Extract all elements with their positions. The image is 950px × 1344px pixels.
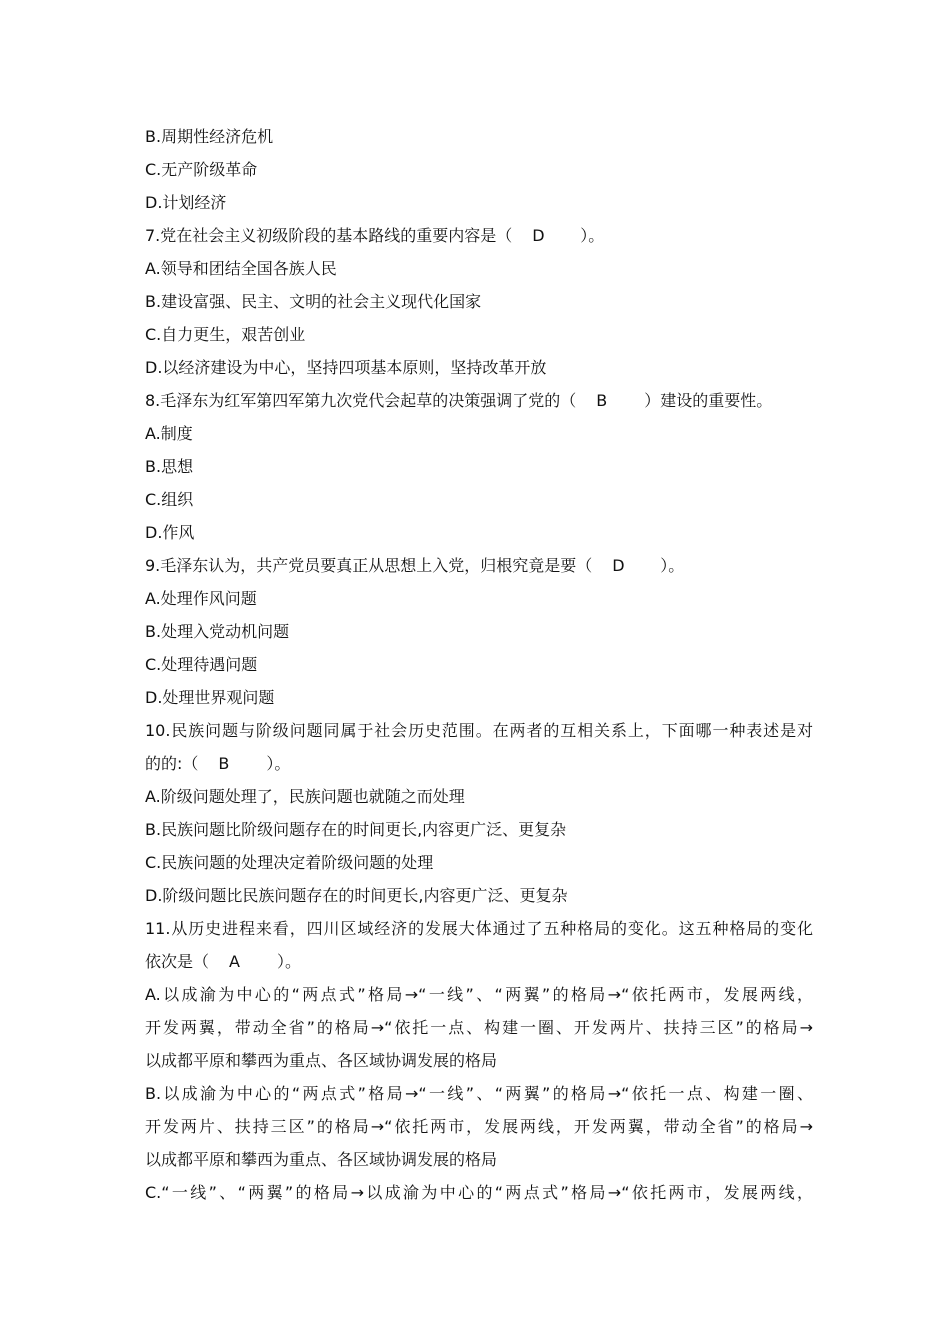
text-line: 开发两片、扶持三区”的格局→“依托两市，发展两线，开发两翼，带动全省”的格局→ — [145, 1117, 813, 1136]
text-line: 以成都平原和攀西为重点、各区域协调发展的格局 — [145, 1150, 498, 1169]
text-line: B.处理入党动机问题 — [145, 622, 290, 641]
text-line: B.以成渝为中心的“两点式”格局→“一线”、“两翼”的格局→“依托一点、构建一圈、 — [145, 1084, 813, 1103]
text-line: A.领导和团结全国各族人民 — [145, 259, 337, 278]
text-line: C.民族问题的处理决定着阶级问题的处理 — [145, 853, 434, 872]
text-line: A.制度 — [145, 424, 193, 443]
text-line: A.处理作风问题 — [145, 589, 257, 608]
text-line: 开发两翼，带动全省”的格局→“依托一点、构建一圈、开发两片、扶持三区”的格局→ — [145, 1018, 813, 1037]
question-text-tail: ）。 — [277, 952, 302, 971]
text-line: 11.从历史进程来看，四川区域经济的发展大体通过了五种格局的变化。这五种格局的变化 — [145, 919, 813, 938]
question-stem — [145, 945, 813, 978]
text-line: C.处理待遇问题 — [145, 655, 258, 674]
question-list — [145, 120, 813, 1209]
text-line: B.民族问题比阶级问题存在的时间更长,内容更广泛、更复杂 — [145, 820, 567, 839]
text-line: D.阶级问题比民族问题存在的时间更长,内容更广泛、更复杂 — [145, 886, 568, 905]
text-line: 以成都平原和攀西为重点、各区域协调发展的格局 — [145, 1051, 498, 1070]
answer-choice: D — [612, 556, 625, 575]
text-line: C.自力更生，艰苦创业 — [145, 325, 306, 344]
question-text: 9.毛泽东认为，共产党员要真正从思想上入党，归根究竟是要（ — [145, 556, 593, 575]
question-text-tail: ）。 — [660, 556, 685, 575]
text-line: D.计划经济 — [145, 193, 227, 212]
text-line: B.思想 — [145, 457, 194, 476]
answer-choice: B — [218, 754, 230, 773]
answer-choice: A — [229, 952, 240, 971]
text-line: D.作风 — [145, 523, 195, 542]
question-stem — [145, 747, 813, 780]
text-line: D.处理世界观问题 — [145, 688, 275, 707]
text-line: C.组织 — [145, 490, 194, 509]
text-line: A.以成渝为中心的“两点式”格局→“一线”、“两翼”的格局→“依托两市，发展两线， — [145, 985, 813, 1004]
text-line: C.无产阶级革命 — [145, 160, 258, 179]
question-text-tail: ）。 — [266, 754, 291, 773]
question-text-tail: ）建设的重要性。 — [644, 391, 773, 410]
question-stem — [145, 384, 813, 417]
question-text-tail: ）。 — [580, 226, 605, 245]
text-line: B.周期性经济危机 — [145, 127, 274, 146]
text-line: D.以经济建设为中心，坚持四项基本原则，坚持改革开放 — [145, 358, 547, 377]
question-stem — [145, 219, 813, 252]
text-line: B.建设富强、民主、文明的社会主义现代化国家 — [145, 292, 482, 311]
question-text: 7.党在社会主义初级阶段的基本路线的重要内容是（ — [145, 226, 513, 245]
text-line: C.“一线”、“两翼”的格局→以成渝为中心的“两点式”格局→“依托两市，发展两线， — [145, 1183, 813, 1202]
question-text: 8.毛泽东为红军第四军第九次党代会起草的决策强调了党的（ — [145, 391, 577, 410]
answer-choice: B — [596, 391, 608, 410]
text-line: 10.民族问题与阶级问题同属于社会历史范围。在两者的互相关系上，下面哪一种表述是对 — [145, 721, 813, 740]
text-line: A.阶级问题处理了，民族问题也就随之而处理 — [145, 787, 465, 806]
answer-choice: D — [532, 226, 545, 245]
question-text: 的的:（ — [145, 754, 199, 773]
question-text: 依次是（ — [145, 952, 210, 971]
question-stem — [145, 549, 813, 582]
